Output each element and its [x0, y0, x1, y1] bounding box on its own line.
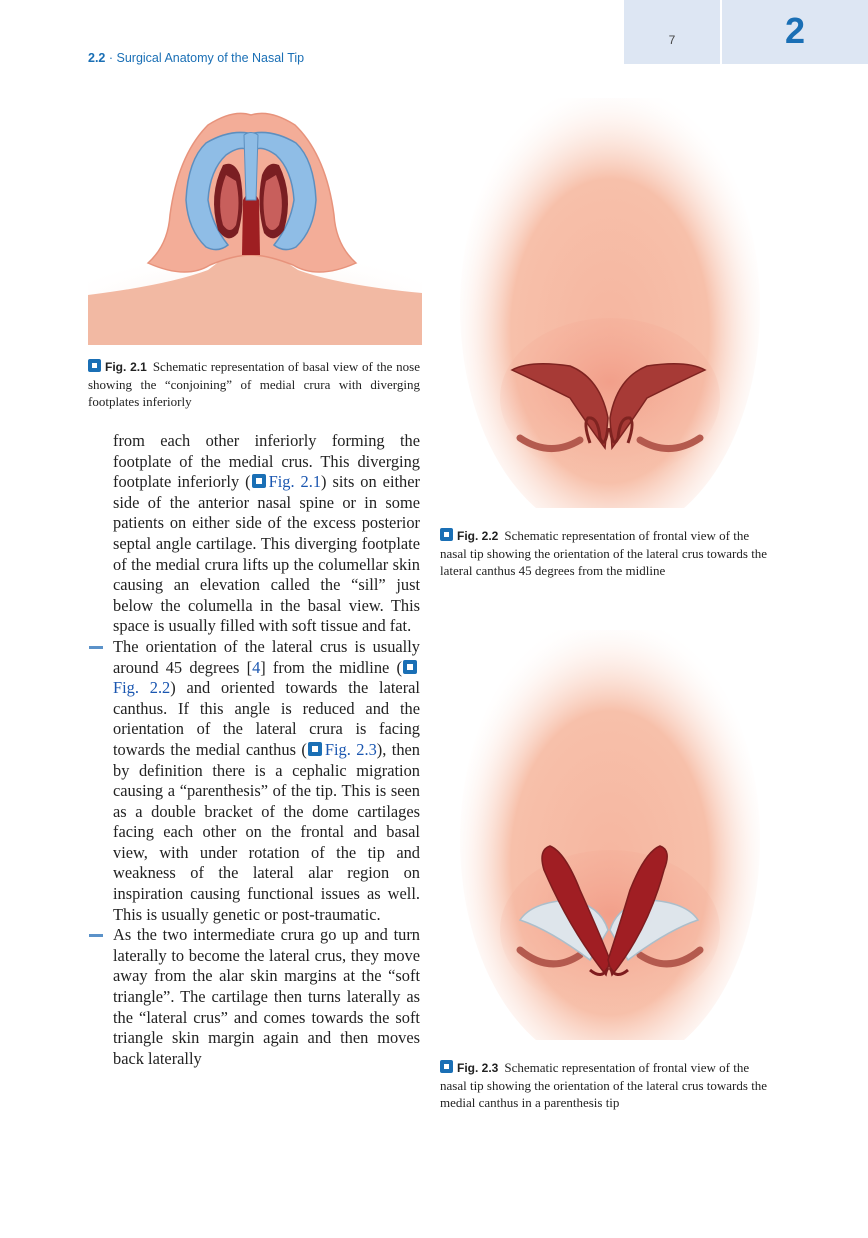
- figure-label: Fig. 2.3: [457, 1061, 499, 1075]
- figure-2-3-image: [440, 630, 776, 1040]
- figure-ref-link[interactable]: Fig. 2.3: [324, 739, 377, 759]
- figure-marker-icon: [440, 1060, 453, 1073]
- figure-ref-icon: [252, 474, 266, 488]
- text-run: The orientation of the lateral crus is usually around 45 degrees [: [113, 636, 420, 677]
- body-text: [113, 431, 420, 1069]
- page-number-tab: [624, 0, 720, 64]
- figure-label: Fig. 2.1: [105, 360, 147, 374]
- figure-caption-text: Schematic representation of basal view of the nose showing the “conjoining” of medial crura with diverging footplates inferiorly: [88, 359, 421, 409]
- figure-2-2-image: [440, 98, 776, 508]
- figure-ref-link[interactable]: Fig. 2.1: [268, 472, 322, 492]
- section-title: Surgical Anatomy of the Nasal Tip: [116, 51, 305, 65]
- text-run: from each other inferiorly forming the footplate of the medial crus. This diverging footplate inferiorly (: [113, 431, 420, 492]
- figure-2-2-caption: [440, 527, 776, 579]
- figure-marker-icon: [88, 359, 101, 372]
- citation-link[interactable]: 4: [252, 657, 261, 677]
- page-number: 7: [668, 33, 676, 47]
- figure-label: Fig. 2.2: [457, 529, 499, 543]
- text-run: As the two intermediate crura go up and turn laterally to become the lateral crus, they move away from the alar skin margins at the “soft triangle”. The cartilage then turns laterally as the “lateral crus” and comes towards the soft triangle skin margin again and then moves back laterally: [113, 925, 420, 1068]
- text-run: ] from the midline (: [260, 657, 402, 677]
- bullet-dash-icon: [89, 934, 103, 937]
- section-separator: ·: [105, 51, 117, 65]
- figure-2-3-caption: [440, 1059, 776, 1111]
- figure-ref-icon: [403, 660, 417, 674]
- text-run: ) and oriented towards the lateral canthus. If this angle is reduced and the orientation of the lateral crura is facing towards the medial canthus (: [113, 678, 420, 759]
- figure-caption-text: Schematic representation of frontal view of the nasal tip showing the orientation of the lateral crus towards the medial canthus in a parenthesis tip: [440, 1060, 768, 1110]
- text-run: ), then by definition there is a cephalic migration causing a “parenthesis” of the tip. This is seen as a double bracket of the dome cartilages facing each other on the frontal and basal view, with under rotation of the tip and weakness of the lateral alar region on inspiration causing functional issues as well. This is usually genetic or post-traumatic.: [113, 739, 420, 924]
- chapter-number: 2: [784, 10, 806, 51]
- figure-ref-link[interactable]: Fig. 2.2: [113, 678, 171, 698]
- figure-caption-text: Schematic representation of frontal view of the nasal tip showing the orientation of the lateral crus towards the lateral canthus 45 degrees from the midline: [440, 528, 768, 578]
- bullet-dash-icon: [89, 646, 103, 649]
- paragraph-1: [113, 431, 420, 637]
- paragraph-2: [113, 637, 420, 925]
- section-number: 2.2: [88, 51, 106, 65]
- figure-2-1-image: [88, 105, 422, 345]
- running-head: [88, 51, 304, 65]
- paragraph-3: [113, 925, 420, 1069]
- figure-ref-icon: [308, 742, 322, 756]
- figure-2-1-caption: [88, 358, 420, 410]
- figure-marker-icon: [440, 528, 453, 541]
- text-run: ) sits on either side of the anterior nasal spine or in some patients on either side of the excess posterior septal angle cartilage. This diverging footplate of the medial crura lifts up the columellar skin causing an elevation called the “sill” just below the columella in the basal view. This space is usually filled with soft tissue and fat.: [113, 472, 420, 636]
- chapter-tab: [722, 0, 868, 64]
